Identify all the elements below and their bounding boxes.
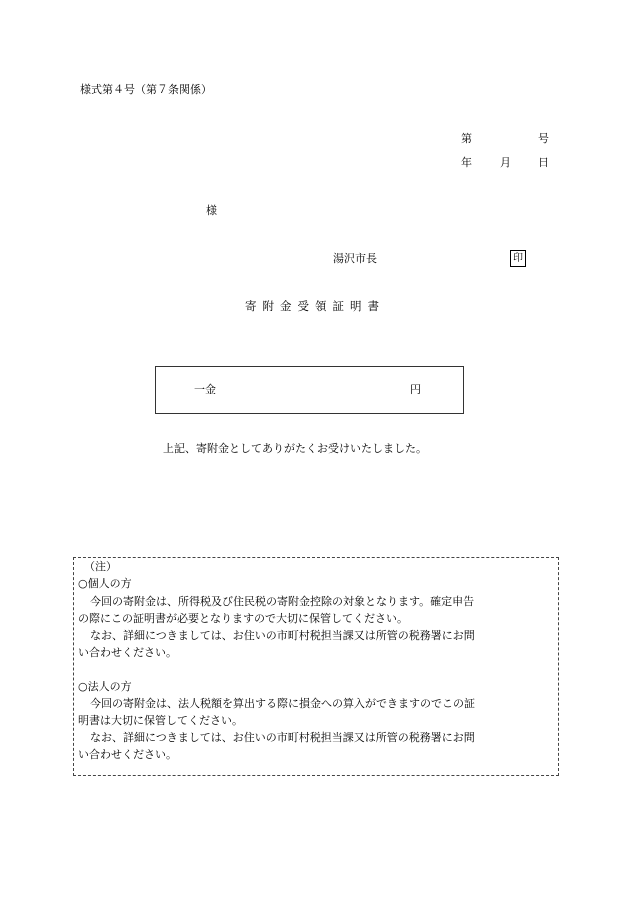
individual-note-line: の際にこの証明書が必要となりますので大切に保管してください。 [78,612,408,625]
individual-note-line: い合わせください。 [78,646,177,659]
individual-note-line: なお、詳細につきましては、お住いの市町村税担当課又は所管の税務署にお問 [90,629,475,642]
amount-unit: 円 [410,383,421,396]
corporate-heading: ○法人の方 [78,680,132,693]
amount-prefix: 一金 [194,383,216,396]
date-year-label: 年 [461,156,472,169]
corporate-note-line: 今回の寄附金は、法人税額を算出する際に損金への算入ができますのでこの証 [90,697,475,710]
individual-note-line: 今回の寄附金は、所得税及び住民税の寄附金控除の対象となります。確定申告 [90,595,475,608]
form-number: 様式第４号（第７条関係） [80,83,212,96]
acknowledgement-text: 上記、寄附金としてありがたくお受けいたしました。 [163,442,427,455]
document-title: 寄附金受領証明書 [245,299,385,313]
reference-dai-label: 第 [461,132,472,145]
seal-mark: 印 [510,250,526,267]
corporate-note-line: 明書は大切に保管してください。 [78,714,243,727]
addressee-honorific: 様 [206,204,217,217]
date-day-label: 日 [538,156,549,169]
corporate-note-line: なお、詳細につきましては、お住いの市町村税担当課又は所管の税務署にお問 [90,731,475,744]
individual-heading: ○個人の方 [78,577,132,590]
issuer-title: 湯沢市長 [333,252,377,265]
corporate-note-line: い合わせください。 [78,748,177,761]
reference-go-label: 号 [538,132,549,145]
date-month-label: 月 [500,156,511,169]
notes-heading: （注） [84,560,117,573]
